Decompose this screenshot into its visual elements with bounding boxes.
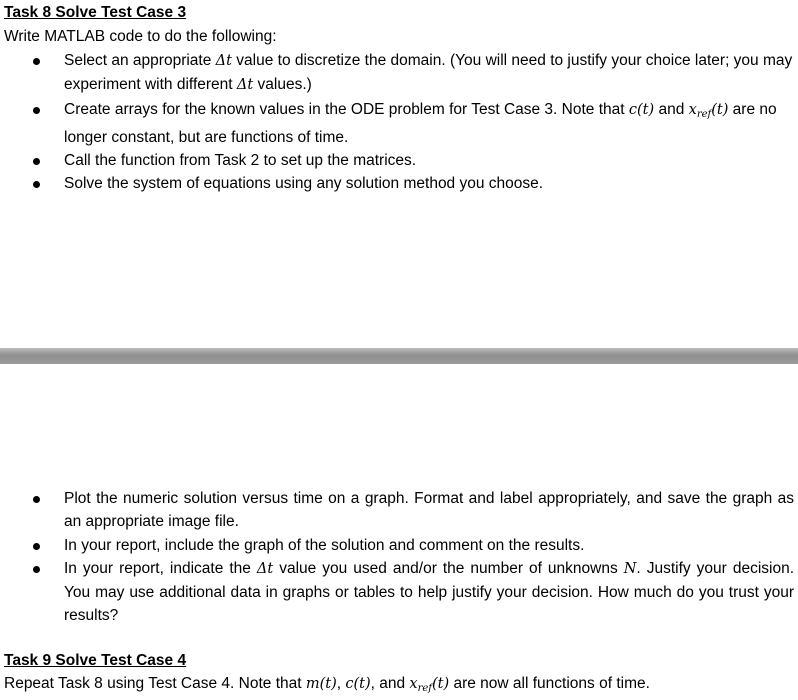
list-item: In your report, indicate the Δt value you used and/or the number of unknowns N. Justify your decision. You may use additional data in graphs or tables to help justify your decision. How much do you trust your results? [0, 557, 798, 628]
list-item: Plot the numeric solution versus time on a graph. Format and label appropriately, and save the graph as an appropriate image file. [0, 487, 798, 534]
task8-bullet-list-bottom [0, 487, 798, 628]
page-break-divider [0, 348, 798, 364]
bullet-icon [33, 58, 40, 65]
list-item: Call the function from Task 2 to set up the matrices. [0, 149, 798, 172]
list-item: In your report, include the graph of the solution and comment on the results. [0, 534, 798, 557]
task8-heading: Task 8 Solve Test Case 3 [4, 4, 187, 21]
task8-intro: Write MATLAB code to do the following: [4, 28, 277, 45]
bullet-icon [33, 543, 40, 550]
math-delta-t: Δt [215, 53, 232, 69]
list-item: Create arrays for the known values in the ODE problem for Test Case 3. Note that c(t) and $x_{ref}(t)$ are no longer constant, but are functions of time. [0, 98, 798, 150]
math-delta-t: Δt [256, 560, 274, 577]
list-item: Select an appropriate Δt value to discretize the domain. (You will need to justify your choice later; you may experiment with different Δt values.) [0, 49, 798, 98]
math-x-ref-t: $x_{ref}(t)$ [409, 676, 450, 694]
math-delta-t: Δt [236, 77, 254, 94]
math-c-t: c(t) [345, 676, 371, 692]
bullet-icon [33, 158, 40, 165]
bullet-icon [33, 566, 40, 573]
math-m-t: m(t) [305, 676, 337, 692]
bullet-icon [33, 181, 40, 188]
list-item: Solve the system of equations using any solution method you choose. [0, 172, 798, 195]
task9-text: Repeat Task 8 using Test Case 4. Note that m(t), c(t), and $x_{ref}(t)$ are now all functions of time. [4, 675, 650, 694]
task9-heading: Task 9 Solve Test Case 4 [4, 652, 187, 669]
task8-bullet-list-top [0, 49, 798, 196]
bullet-icon [33, 107, 40, 114]
math-x-ref-t: $x_{ref}(t)$ [688, 101, 729, 120]
math-c-t: c(t) [628, 101, 655, 118]
bullet-icon [33, 496, 40, 503]
math-n: N [623, 560, 637, 577]
